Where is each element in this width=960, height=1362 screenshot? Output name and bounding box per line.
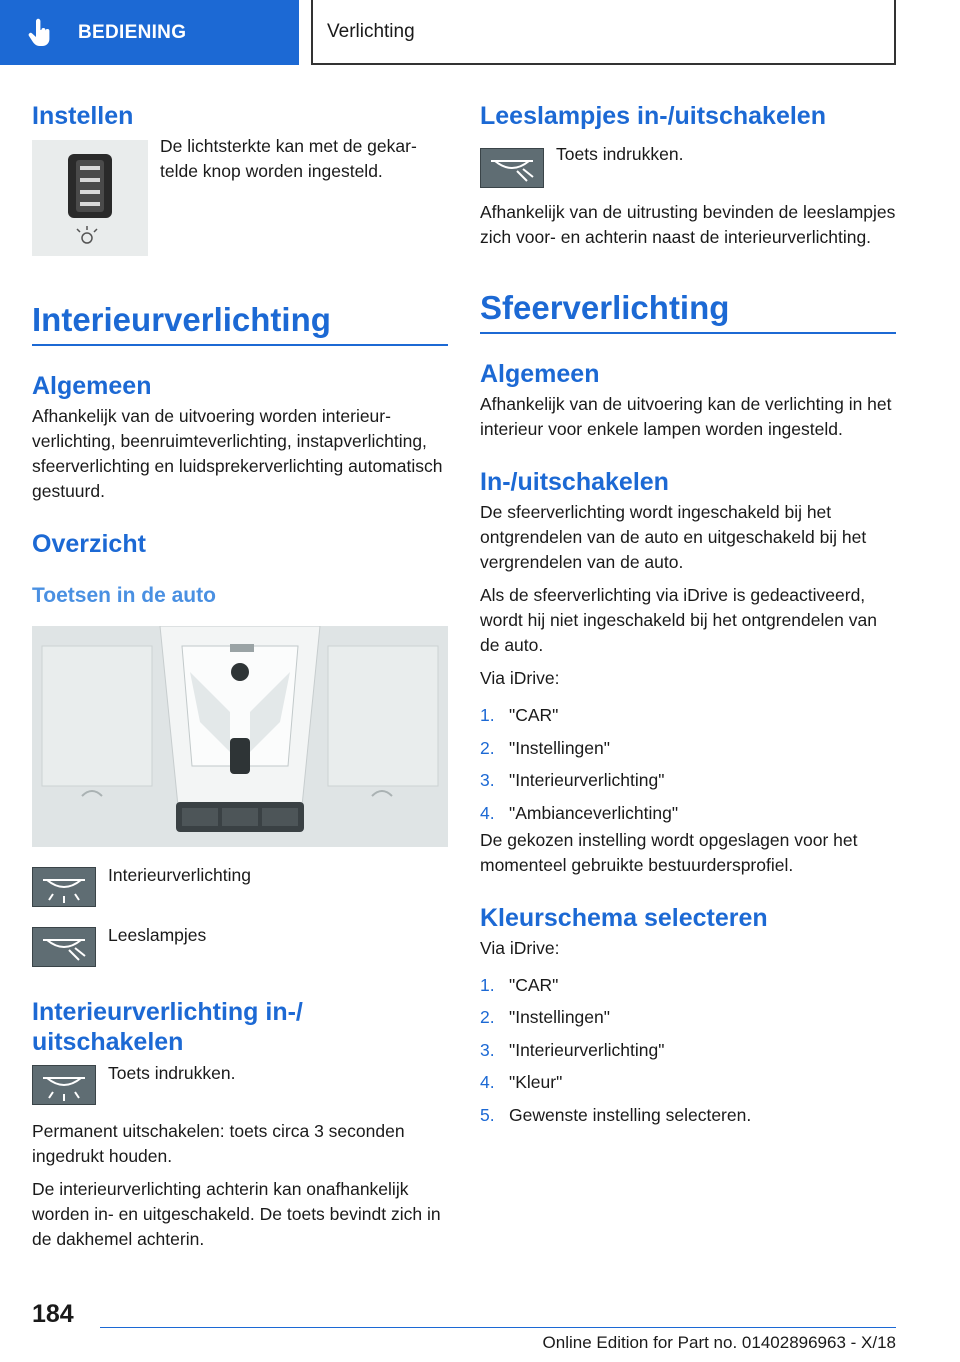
inuit-para-2: De interieurverlichting achterin kan onafhankelijk worden in- en uitgeschakeld. De toets bevindt zich in de dakhemel achterin.: [32, 1179, 441, 1249]
list-item: 2. "Instellingen": [480, 1007, 610, 1027]
via-idrive-1: Via iDrive:: [480, 668, 560, 688]
list-item: 1. "CAR": [480, 705, 559, 725]
key2-label: Leeslampjes: [108, 925, 207, 945]
sfeer-inuit-para-1: De sfeerverlichting wordt ingeschakeld bij het ontgrendelen van de auto en uitgeschakeld bij het vergrendelen van de auto.: [480, 502, 867, 572]
list-item: 3. "Interieurverlichting": [480, 770, 665, 790]
steps-list-1: [480, 703, 896, 826]
inuit-key-text: Toets indrukken.: [108, 1063, 236, 1083]
dimmer-knob-image: [32, 140, 148, 256]
list-item: 3. "Interieurverlichting": [480, 1039, 665, 1060]
toetsen-heading: Toetsen in de auto: [32, 584, 216, 607]
algemeen-heading: Algemeen: [32, 372, 152, 400]
list-item: 2. "Instellingen": [480, 737, 610, 758]
via-idrive-2: Via iDrive:: [480, 937, 560, 958]
left-column: [32, 100, 448, 1252]
inuit-key-block: [32, 1065, 448, 1105]
kleurschema-heading: Kleurschema selecteren: [480, 903, 768, 932]
sfeer-inuit-heading: In-/uitschakelen: [480, 468, 669, 496]
footer-edition: Online Edition for Part no. 01402896963 - X/18: [542, 1333, 896, 1352]
sfeer-inuit-para-2: Als de sfeerverlichting via iDrive is gedeactiveerd, wordt hij niet ingeschakeld bij het ontgrendelen van de auto.: [480, 585, 877, 655]
hand-pointer-icon: [10, 0, 70, 65]
lees-para: Afhankelijk van de uitrusting bevinden de leeslampjes zich voor- en achterin naast de interieurverlichting.: [480, 202, 896, 247]
leeslampjes-heading: Leeslampjes in-/uitschakelen: [480, 102, 826, 130]
key-interieurverlichting: [32, 867, 448, 907]
instellen-block: [32, 136, 448, 256]
list-item: 4. "Ambianceverlichting": [480, 802, 679, 823]
roof-console-image: [32, 626, 448, 847]
instellen-heading: Instellen: [32, 102, 134, 130]
chapter-label: BEDIENING: [78, 21, 187, 43]
chapter-tab[interactable]: [0, 0, 299, 65]
after-steps-text: De gekozen instelling wordt opgeslagen voor het momenteel gebruikte bestuurdersprofiel.: [480, 829, 858, 875]
section-title: Verlichting: [311, 0, 896, 65]
sfeerverlichting-heading: Sfeerverlichting: [480, 288, 896, 334]
key-leeslampjes: [32, 927, 448, 967]
interieur-inuit-heading: Interieurverlichting in-/ uitschakelen: [32, 998, 303, 1056]
page-number: 184: [32, 1300, 74, 1328]
overzicht-heading: Overzicht: [32, 530, 146, 558]
list-item: 1. "CAR": [480, 974, 559, 995]
sfeer-algemeen-heading: Algemeen: [480, 360, 600, 388]
footer-divider: [100, 1327, 896, 1328]
instellen-text: De lichtsterkte kan met de gekartelde knop worden ingesteld.: [160, 136, 417, 181]
interior-light-key-icon: [32, 1065, 96, 1105]
lees-key-block: [480, 144, 896, 188]
steps-list-2: [480, 973, 896, 1128]
reading-light-key-icon: [32, 927, 96, 967]
reading-light-key-icon: [480, 148, 544, 188]
lees-key-text: Toets indrukken.: [556, 144, 684, 164]
list-item: 4. "Kleur": [480, 1072, 563, 1092]
right-column: [480, 100, 896, 1135]
key1-label: Interieurverlichting: [108, 865, 251, 885]
inuit-para-1: Permanent uitschakelen: toets circa 3 seconden ingedrukt houden.: [32, 1121, 405, 1166]
interior-light-key-icon: [32, 867, 96, 907]
sfeer-algemeen-text: Afhankelijk van de uitvoering kan de verlichting in het interieur voor enkele lampen worden ingesteld.: [480, 394, 892, 439]
list-item: 5. Gewenste instelling selecteren.: [480, 1104, 752, 1125]
interieurverlichting-heading: Interieurverlichting: [32, 300, 448, 346]
algemeen-text: Afhankelijk van de uitvoering worden interieurverlichting, beenruimteverlichting, instapverlichting, sfeerverlichting en luidsprekerverlichting automatisch gestuurd.: [32, 406, 443, 501]
